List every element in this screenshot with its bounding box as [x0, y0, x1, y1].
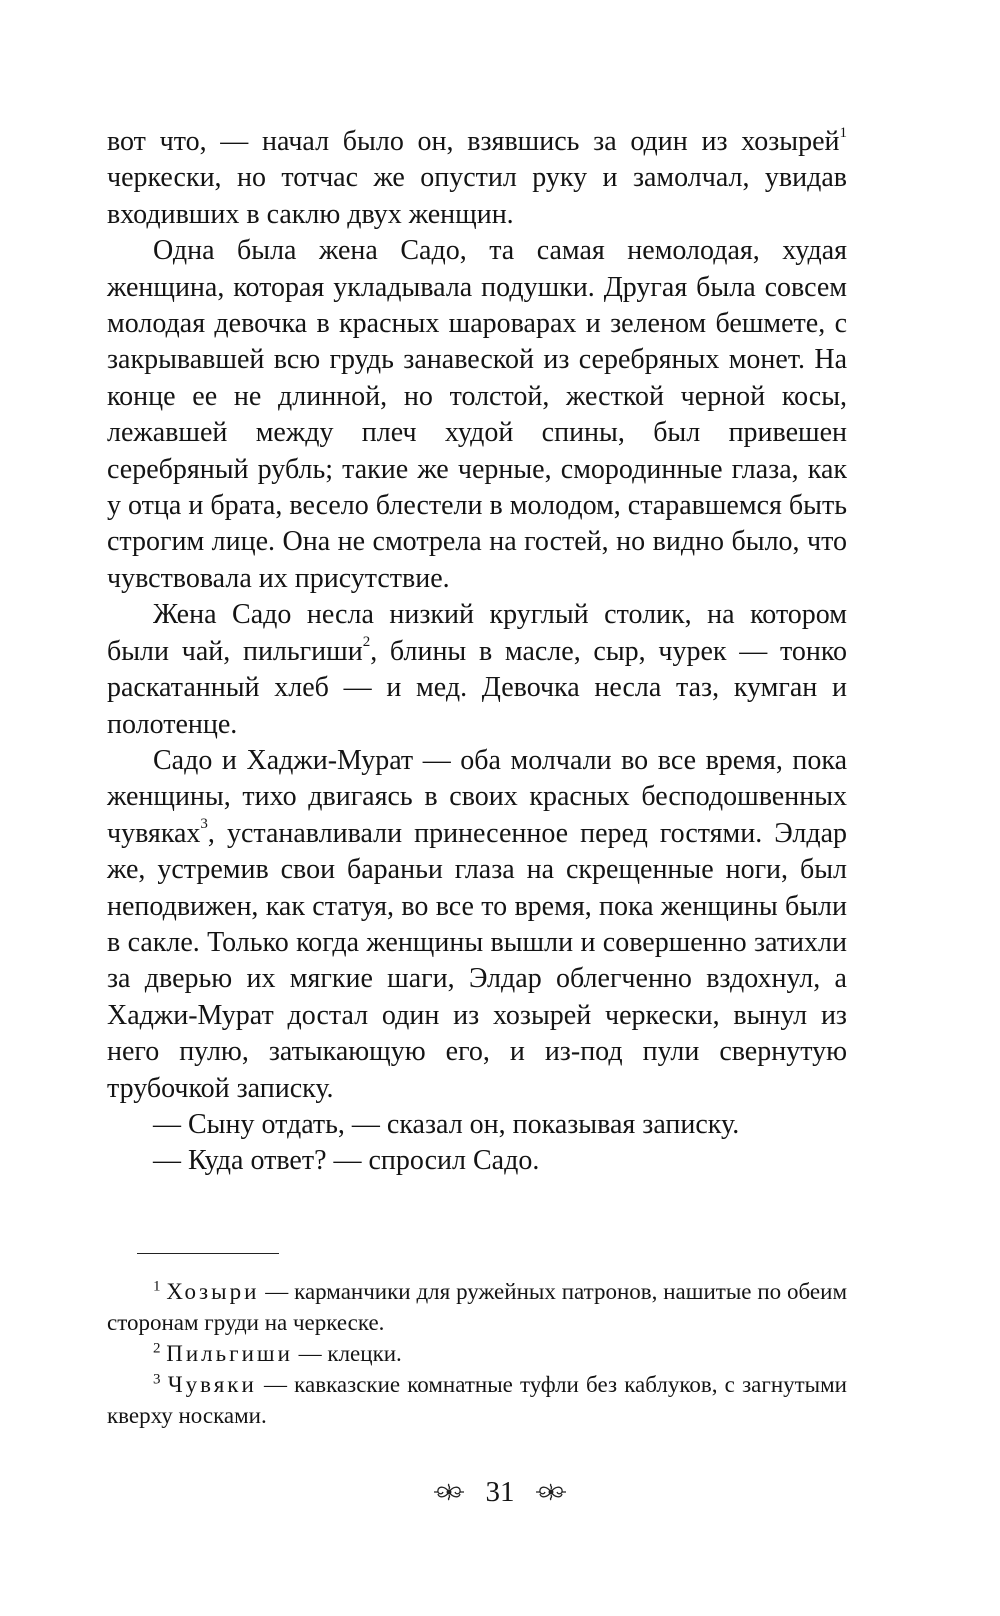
paragraph — [107, 124, 847, 233]
paragraph — [107, 1143, 847, 1179]
paragraph — [107, 743, 847, 1107]
footnote-number: 2 — [153, 1340, 161, 1357]
footnote-separator — [137, 1253, 279, 1254]
footnote-reference: 3 — [200, 816, 208, 833]
footnote-number: 1 — [153, 1278, 161, 1295]
paragraph-text: , блины в масле, сыр, чурек — тонко раскатанный хлеб — и мед. Девочка несла таз, кумган и полотенце. — [107, 635, 848, 740]
paragraph — [107, 233, 847, 597]
paragraph-text: черкески, но тотчас же опустил руку и замолчал, увидав входивших в саклю двух женщин. — [107, 162, 847, 230]
footnote-reference: 1 — [839, 124, 847, 141]
paragraph-text: , устанавливали принесенное перед гостями. Элдар же, устремив свои бараньи глаза на скрещенные ноги, был неподвижен, как статуя, во все то время, пока женщины были в сакле. Только когда женщины вышли и совершенно затихли за дверью их мягкие шаги, Элдар облегченно вздохнул, а Хаджи-Мурат достал один из хозырей черкески, вынул из него пулю, затыкающую его, и из-под пули свернутую трубочкой записку. — [107, 817, 847, 1104]
footnotes — [107, 1276, 847, 1431]
footnote-text: — кавказские комнатные туфли без каблуков, с загнутыми кверху носками. — [107, 1372, 847, 1428]
paragraph-text: — Сыну отдать, — сказал он, показывая записку. — [153, 1108, 740, 1140]
footnote-term: Пильгиши — [166, 1341, 293, 1366]
paragraph — [107, 1107, 847, 1143]
paragraph-text: Одна была жена Садо, та самая немолодая, худая женщина, которая укладывала подушки. Другая была совсем молодая девочка в красных шароварах и зеленом бешмете, с закрывавшей всю грудь занавеской из серебряных монет. На конце ее не длинной, но толстой, жесткой черной косы, лежавшей между плеч худой спины, был привешен серебряный рубль; такие же черные, смородинные глаза, как у отца и брата, весело блестели в молодом, старавшемся быть строгим лице. Она не смотрела на гостей, но видно было, что чувствовала их присутствие. — [107, 235, 847, 594]
footnote-number: 3 — [153, 1371, 161, 1388]
page-number: 31 — [485, 1476, 515, 1509]
footnote — [107, 1276, 847, 1338]
footnote — [107, 1369, 847, 1431]
footnote-text: — карманчики для ружейных патронов, нашитые по обеим сторонам груди на черкеске. — [107, 1279, 848, 1335]
body-text — [107, 124, 847, 1180]
paragraph-text: — Куда ответ? — спросил Садо. — [153, 1145, 540, 1177]
left-ornament-icon — [432, 1481, 466, 1503]
right-ornament-icon — [534, 1481, 568, 1503]
footnote-text: — клецки. — [292, 1341, 402, 1366]
paragraph-text: Садо и Хаджи-Мурат — оба молчали во все время, пока женщины, тихо двигаясь в своих красных бесподошвенных чувяках — [107, 744, 847, 849]
footnote — [107, 1338, 847, 1369]
footnote-term: Чувяки — [167, 1372, 257, 1397]
paragraph-text: Жена Садо несла низкий круглый столик, на котором были чай, пильгиши — [107, 599, 847, 667]
footnote-reference: 2 — [362, 634, 371, 651]
paragraph — [107, 597, 847, 743]
paragraph-text: вот что, — начал было он, взявшись за один из хозырей — [107, 126, 840, 157]
footnote-term: Хозыри — [166, 1279, 260, 1304]
page-footer — [0, 1472, 1000, 1510]
